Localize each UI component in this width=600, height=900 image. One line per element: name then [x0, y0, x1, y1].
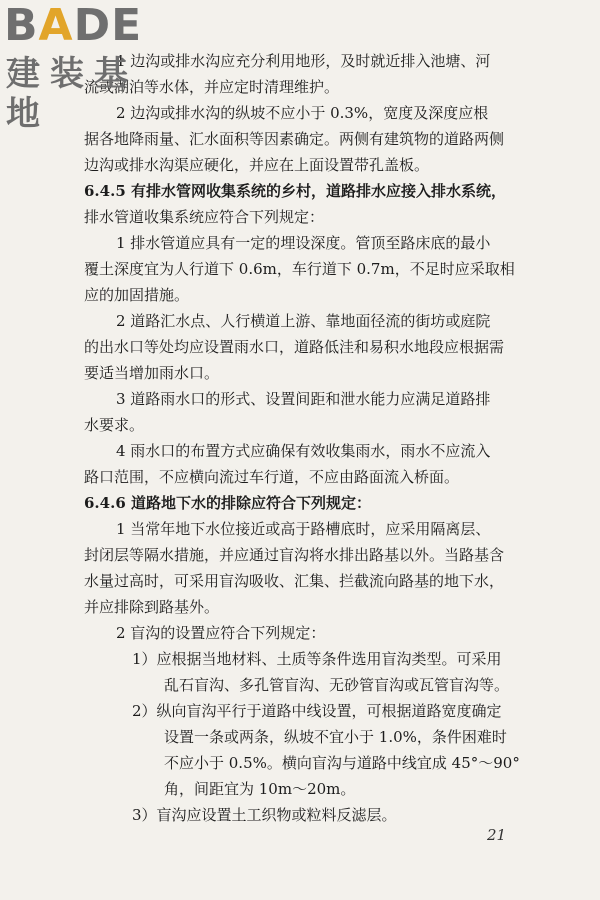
watermark-logo [4, 0, 179, 134]
list-item: 3）盲沟应设置土工织物或粒料反滤层。 [132, 806, 397, 824]
text-line: 边沟或排水沟渠应硬化，并应在上面设置带孔盖板。 [84, 156, 430, 174]
text-line: 覆土深度宜为人行道下 0.6m，车行道下 0.7m，不足时应采取相 [84, 260, 515, 278]
text-line: 路口范围，不应横向流过车行道，不应由路面流入桥面。 [84, 468, 460, 486]
text-line: 2 盲沟的设置应符合下列规定： [116, 624, 326, 642]
text-line: 水量过高时，可采用盲沟吸收、汇集、拦截流向路基的地下水， [84, 572, 505, 590]
text-line: 应的加固措施。 [84, 286, 190, 304]
list-item-continuation: 角，间距宜为 10m～20m。 [164, 780, 356, 798]
list-item-continuation: 不应小于 0.5%。横向盲沟与道路中线宜成 45°～90° [164, 754, 520, 772]
text-line: 3 道路雨水口的形式、设置间距和泄水能力应满足道路排 [116, 390, 491, 408]
list-item-continuation: 设置一条或两条，纵坡不宜小于 1.0%，条件困难时 [164, 728, 507, 746]
text-line: 2 道路汇水点、人行横道上游、靠地面径流的街坊或庭院 [116, 312, 491, 330]
text-line: 1 边沟或排水沟应充分利用地形，及时就近排入池塘、河 [116, 52, 491, 70]
text-line: 1 排水管道应具有一定的埋设深度。管顶至路床底的最小 [116, 234, 491, 252]
list-item: 2）纵向盲沟平行于道路中线设置，可根据道路宽度确定 [132, 702, 502, 720]
text-line: 4 雨水口的布置方式应确保有效收集雨水，雨水不应流入 [116, 442, 491, 460]
page-number: 21 [487, 826, 507, 844]
section-heading: 6.4.5 有排水管网收集系统的乡村，道路排水应接入排水系统， [84, 182, 506, 200]
text-line: 要适当增加雨水口。 [84, 364, 220, 382]
logo-chinese: 建装基地 [6, 54, 138, 134]
section-heading: 6.4.6 道路地下水的排除应符合下列规定： [84, 494, 371, 512]
text-line: 的出水口等处均应设置雨水口，道路低洼和易积水地段应根据需 [84, 338, 505, 356]
list-item-continuation: 乱石盲沟、多孔管盲沟、无砂管盲沟或瓦管盲沟等。 [164, 676, 510, 694]
text-line: 封闭层等隔水措施，并应通过盲沟将水排出路基以外。当路基含 [84, 546, 505, 564]
list-item: 1）应根据当地材料、土质等条件选用盲沟类型。可采用 [132, 650, 502, 668]
text-line: 水要求。 [84, 416, 145, 434]
text-line: 流或湖泊等水体，并应定时清理维护。 [84, 78, 340, 96]
text-line: 2 边沟或排水沟的纵坡不应小于 0.3%，宽度及深度应根 [116, 104, 489, 122]
text-line: 1 当常年地下水位接近或高于路槽底时，应采用隔离层、 [116, 520, 491, 538]
logo-english: BADE [4, 0, 143, 51]
text-line: 排水管道收集系统应符合下列规定： [84, 208, 325, 226]
text-line: 并应排除到路基外。 [84, 598, 220, 616]
text-line: 据各地降雨量、汇水面积等因素确定。两侧有建筑物的道路两侧 [84, 130, 505, 148]
